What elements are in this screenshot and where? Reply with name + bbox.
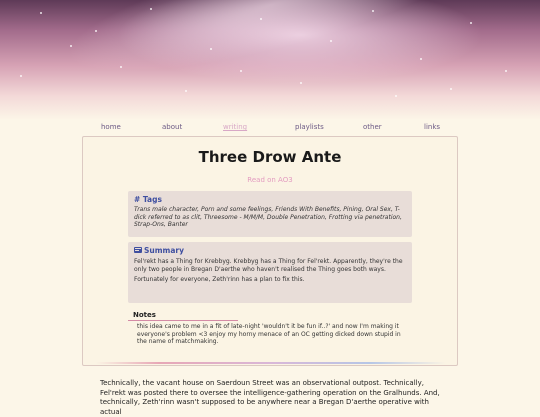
starry-sky-banner (0, 0, 540, 120)
tags-box (128, 191, 412, 237)
notes-section (128, 310, 412, 346)
nav-link-other[interactable]: other (363, 123, 382, 131)
nav-link-links[interactable]: links (424, 123, 441, 131)
top-navigation (84, 121, 456, 135)
nav-link-playlists[interactable]: playlists (295, 123, 324, 131)
summary-paragraph: Fortunately for everyone, Zeth'rinn has a plan to fix this. (134, 276, 305, 283)
tags-list: Trans male character, Porn and some feelings, Friends With Benefits, Pining, Oral Sex, T-dick referred to as clit, Threesome - M/M/M, Double Penetration, Frotting via penetration, Strap-Ons, Banter (134, 206, 402, 228)
summary-icon (134, 247, 142, 253)
gradient-divider (96, 362, 446, 364)
nav-link-about[interactable]: about (162, 123, 183, 131)
milky-way-band (55, 0, 484, 99)
story-text: Technically, the vacant house on Saerdoun Street was an observational outpost. Technically, Fel'rekt was posted there to oversee the intelligence-gathering operation on the Gralhunds. And, technically, Zeth'rinn wasn't supposed to be anywhere near a Bregan D'aerthe operative with actual (100, 379, 440, 416)
nav-link-home[interactable]: home (101, 123, 121, 131)
notes-text: this idea came to me in a fit of late-night 'wouldn't it be fun if..?' and now I'm making it everyone's problem <3 enjoy my horny menace of an OC getting dicked down stupid in the name of matchmaking. (137, 323, 401, 345)
work-title: Three Drow Ante (198, 148, 342, 166)
nav-link-writing[interactable]: writing (223, 123, 248, 131)
summary-heading: Summary (144, 246, 185, 255)
summary-paragraph: Fel'rekt has a Thing for Krebbyg. Krebbyg has a Thing for Fel'rekt. Apparently, they're the only two people in Bregan D'aerthe who haven't realised the Thing goes both ways. (134, 258, 403, 273)
tags-heading: # Tags (134, 195, 162, 204)
notes-heading: Notes (128, 310, 238, 321)
summary-header (134, 246, 406, 256)
summary-box (128, 242, 412, 303)
read-on-ao3-link[interactable]: Read on AO3 (247, 176, 293, 184)
